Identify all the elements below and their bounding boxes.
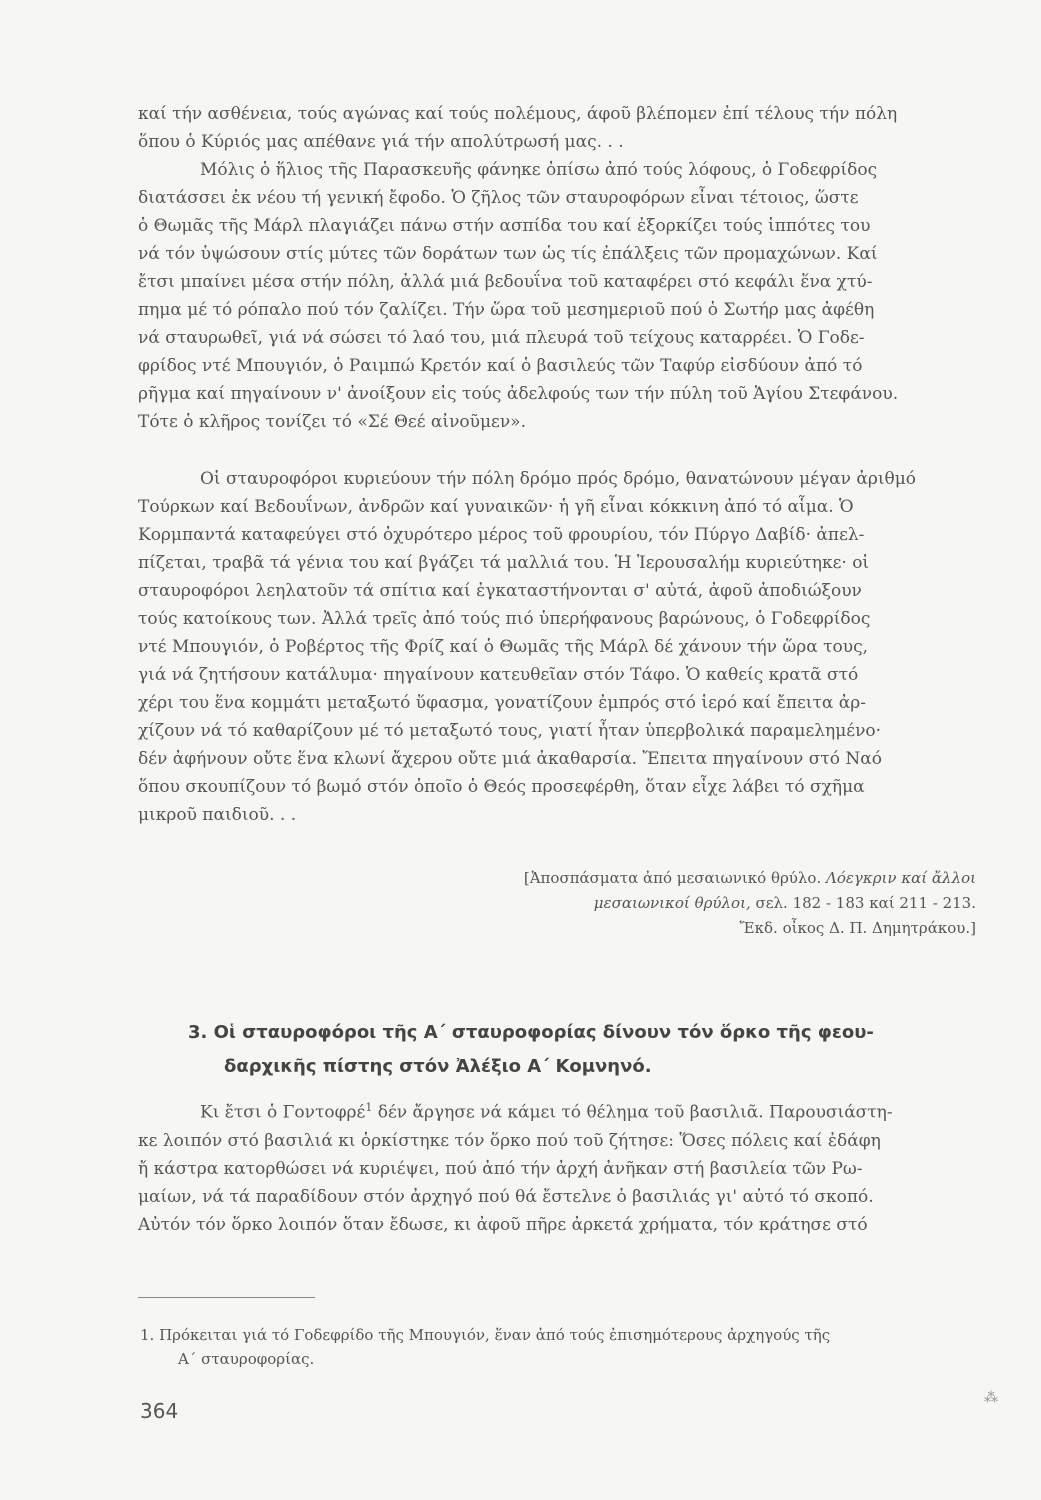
source-citation [470, 866, 976, 941]
passage-paragraph-1 [138, 100, 976, 436]
source-title: Λόεγκριν καί ἄλλοι μεσαιωνικοί θρύλοι, [593, 869, 976, 912]
passage-line: νά σταυρωθεῖ, γιά νά σώσει τό λαό του, μιά πλευρά τοῦ τείχους καταρρέει. Ὁ Γοδε- [138, 328, 865, 348]
footnote-line-1: 1. Πρόκειται γιά τό Γοδεφρίδο τῆς Μπουγιόν, ἕναν ἀπό τούς ἐπισημότερους ἀρχηγούς τῆς [140, 1326, 831, 1344]
section-line: ἤ κάστρα κατορθώσει νά κυριέψει, πού ἀπό τήν ἀρχή ἀνῆκαν στή βασιλεία τῶν Ρω- [138, 1158, 863, 1179]
passage-paragraph-2 [138, 465, 976, 829]
passage-line: σταυροφόροι λεηλατοῦν τά σπίτια καί ἐγκαταστήνονται σ' αὐτά, ἀφοῦ ἀποδιώξουν [138, 581, 862, 601]
section-heading [188, 1016, 988, 1084]
passage-line: φρίδος ντέ Μπουγιόν, ὁ Ραιμπώ Κρετόν καί ὁ βασιλεύς τῶν Ταφύρ εἰσδύουν ἀπό τό [138, 356, 863, 376]
source-part1: [Ἀποσπάσματα ἀπό μεσαιωνικό θρύλο. [523, 869, 822, 887]
passage-line: χέρι του ἕνα κομμάτι μεταξωτό ὕφασμα, γονατίζουν ἐμπρός στό ἱερό καί ἔπειτα ἀρ- [138, 693, 866, 713]
section-first-line-start: Κι ἔτσι ὁ Γοντοφρέ [200, 1102, 366, 1123]
section-line: κε λοιπόν στό βασιλιά κι ὁρκίστηκε τόν ὅρκο πού τοῦ ζήτησε: Ὅσες πόλεις καί ἐδάφη [138, 1130, 881, 1151]
section-line: Αὐτόν τόν ὅρκο λοιπόν ὅταν ἔδωσε, κι ἀφοῦ πῆρε ἀρκετά χρήματα, τόν κράτησε στό [138, 1214, 868, 1235]
passage-line: γιά νά ζητήσουν κατάλυμα· πηγαίνουν κατευθεῖαν στόν Τάφο. Ὁ καθείς κρατᾶ στό [138, 665, 859, 685]
passage-line: ντέ Μπουγιόν, ὁ Ροβέρτος τῆς Φρίζ καί ὁ Θωμᾶς τῆς Μάρλ δέ χάνουν τήν ὥρα τους, [138, 637, 869, 657]
passage-line: ὅπου σκουπίζουν τό βωμό στόν ὁποῖο ὁ Θεός προσεφέρθη, ὅταν εἶχε λάβει τό σχῆμα [138, 777, 865, 797]
source-pages: σελ. 182 - 183 καί 211 - 213. [755, 894, 976, 912]
passage-line: χίζουν νά τό καθαρίζουν μέ τό μεταξωτό τους, γιατί ἦταν ὑπερβολικά παραμελημένο· [138, 721, 882, 741]
smudge-mark: ⁂ [984, 1390, 998, 1406]
footnote [140, 1323, 980, 1371]
footnote-divider [138, 1297, 315, 1298]
passage-line: διατάσσει ἐκ νέου τή γενική ἔφοδο. Ὁ ζῆλος τῶν σταυροφόρων εἶναι τέτοιος, ὥστε [138, 188, 859, 208]
passage-line: Κορμπαντά καταφεύγει στό ὀχυρότερο μέρος τοῦ φρουρίου, τόν Πύργο Δαβίδ· ἀπελ- [138, 525, 865, 545]
passage-line: πίζεται, τραβᾶ τά γένια του καί βγάζει τά μαλλιά του. Ἡ Ἱερουσαλήμ κυριεύτηκε· οἱ [138, 553, 870, 573]
passage-line: Τότε ὁ κλῆρος τονίζει τό «Σέ Θεέ αἰνοῦμεν». [138, 412, 526, 432]
section-first-line-rest: δέν ἄργησε νά κάμει τό θέλημα τοῦ βασιλιᾶ. Παρουσιάστη- [372, 1102, 893, 1123]
heading-line-2: δαρχικῆς πίστης στόν Ἀλέξιο Α΄ Κομνηνό. [224, 1056, 652, 1077]
passage-line: καί τήν ασθένεια, τούς αγώνας καί τούς πολέμους, άφοῦ βλέπομεν ἐπί τέλους τήν πόλη [138, 104, 898, 124]
section-paragraph [138, 1094, 976, 1239]
source-publisher: Ἔκδ. οἶκος Δ. Π. Δημητράκου.] [739, 919, 976, 937]
heading-line-1: 3. Οἱ σταυροφόροι τῆς Α΄ σταυροφορίας δίνουν τόν ὅρκο τῆς φεου- [188, 1022, 874, 1043]
passage-line: ρῆγμα καί πηγαίνουν ν' ἀνοίξουν εἰς τούς ἀδελφούς των τήν πύλη τοῦ Ἁγίου Στεφάνου. [138, 384, 899, 404]
passage-line: ὁ Θωμᾶς τῆς Μάρλ πλαγιάζει πάνω στήν ασπίδα του καί ἐξορκίζει τούς ἱππότες του [138, 216, 871, 236]
passage-line: μικροῦ παιδιοῦ. . . [138, 805, 297, 825]
passage-line: δέν ἀφήνουν οὔτε ἕνα κλωνί ἄχερου οὔτε μιά ἀκαθαρσία. Ἔπειτα πηγαίνουν στό Ναό [138, 749, 882, 769]
passage-line: ἔτσι μπαίνει μέσα στήν πόλη, ἀλλά μιά βεδουΐνα τοῦ καταφέρει στό κεφάλι ἕνα χτύ- [138, 272, 873, 292]
page-number: 364 [140, 1399, 179, 1423]
passage-line: πημα μέ τό ρόπαλο πού τόν ζαλίζει. Τήν ὥρα τοῦ μεσημεριοῦ πού ὁ Σωτήρ μας ἀφέθη [138, 300, 875, 320]
passage-line: ὅπου ὁ Κύριός μας απέθανε γιά τήν απολύτρωσή μας. . . [138, 132, 624, 152]
passage-line: Οἱ σταυροφόροι κυριεύουν τήν πόλη δρόμο πρός δρόμο, θανατώνουν μέγαν ἀριθμό [200, 469, 917, 489]
passage-line: τούς κατοίκους των. Ἀλλά τρεῖς ἀπό τούς πιό ὑπερήφανους βαρώνους, ὁ Γοδεφρίδος [138, 609, 871, 629]
section-line: μαίων, νά τά παραδίδουν στόν ἀρχηγό πού θά ἔστελνε ὁ βασιλιάς γι' αὐτό τό σκοπό. [138, 1186, 874, 1207]
footnote-line-2: Α΄ σταυροφορίας. [178, 1350, 315, 1368]
section-first-line [138, 1094, 976, 1127]
footnote-ref: 1 [365, 1101, 373, 1114]
passage-line: Μόλις ὁ ἥλιος τῆς Παρασκευῆς φάνηκε ὀπίσω ἀπό τούς λόφους, ὁ Γοδεφρίδος [200, 160, 878, 180]
passage-line: νά τόν ὑψώσουν στίς μύτες τῶν δοράτων των ὡς τίς ἐπάλξεις τῶν προμαχώνων. Καί [138, 244, 878, 264]
passage-line: Τούρκων καί Βεδουΐνων, ἀνδρῶν καί γυναικῶν· ἡ γῆ εἶναι κόκκινη ἀπό τό αἷμα. Ὁ [138, 497, 854, 517]
